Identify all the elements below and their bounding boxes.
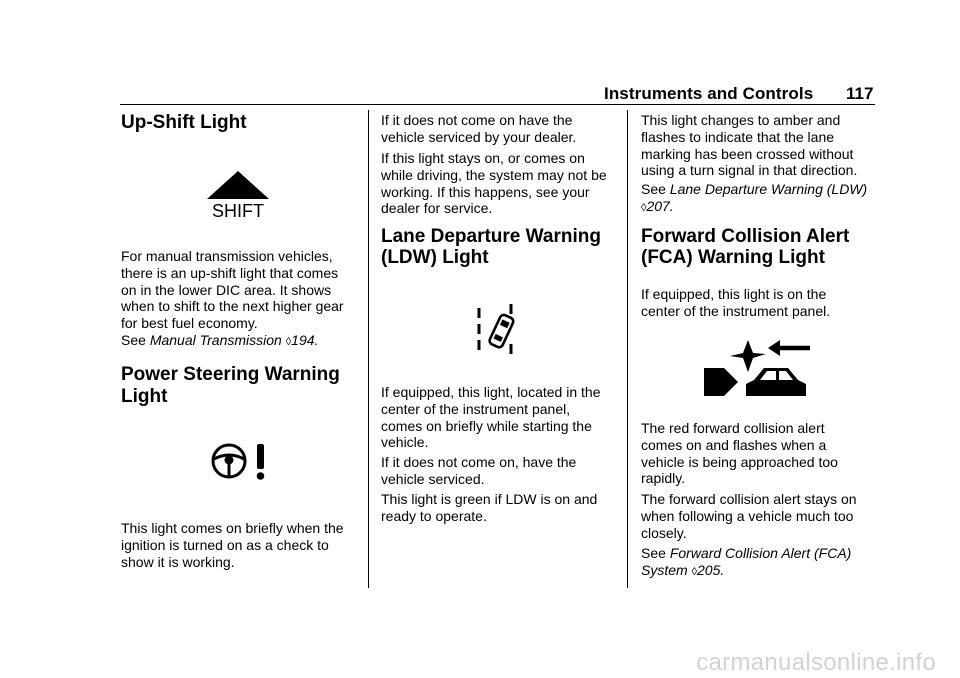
upshift-light-figure: [206, 170, 270, 222]
upshift-arrow-icon: [206, 170, 270, 200]
text-line: closely.: [641, 524, 687, 541]
fca-heading-line-2: (FCA) Warning Light: [641, 247, 825, 268]
text-line: working. If this happens, see your: [381, 183, 590, 200]
text-line: show it is working.: [121, 553, 235, 570]
text-line: vehicle serviced.: [381, 470, 485, 487]
text-line: center of the instrument panel.: [641, 302, 831, 319]
text-line: flashes to indicate that the lane: [641, 128, 835, 145]
text-line: comes on and flashes when a: [641, 436, 827, 453]
cross-reference-link[interactable]: Forward Collision Alert (FCA): [669, 545, 852, 561]
text-line: The red forward collision alert: [641, 420, 825, 436]
page-ref-icon: ◊: [691, 565, 698, 578]
column-divider-2: [627, 110, 628, 588]
page-ref-icon: ◊: [641, 201, 647, 214]
ldw-paragraph-2: [381, 454, 576, 488]
cross-reference-link-cont[interactable]: System: [641, 561, 688, 578]
text-line: vehicle.: [381, 434, 429, 451]
page-number: 117: [846, 84, 874, 103]
watermark-bar: [0, 648, 960, 678]
text-line: If it does not come on have the: [381, 112, 573, 128]
fca-paragraph-3: [641, 491, 857, 541]
cross-reference-page[interactable]: 205: [697, 561, 721, 578]
upshift-heading: Up-Shift Light: [121, 112, 247, 133]
ldw-see-ref: See Lane Departure Warning (LDW) ◊207.: [641, 181, 868, 214]
text-line: For manual transmission vehicles,: [121, 248, 333, 264]
text-line: ready to operate.: [381, 507, 487, 524]
text-line: dealer for service.: [381, 200, 493, 217]
text-line: ignition is turned on as a check to: [121, 536, 329, 553]
text-line: If this light stays on, or comes on: [381, 150, 585, 166]
ldw-paragraph-3: [381, 491, 597, 525]
text-line: vehicle is being approached too: [641, 453, 838, 470]
see-text: See: [121, 332, 146, 348]
header-rule: [120, 104, 875, 105]
power-steering-heading-line-1: Power Steering Warning: [121, 364, 340, 385]
text-line: when to shift to the next higher gear: [121, 298, 344, 315]
see-text: See: [641, 181, 666, 197]
text-line: The forward collision alert stays on: [641, 491, 857, 507]
power-steering-warning-icon: [208, 440, 270, 482]
text-line: when following a vehicle much too: [641, 507, 854, 524]
fca-see-ref: See Forward Collision Alert (FCA) System ◊205.: [641, 545, 852, 578]
power-steering-continued-2: [381, 150, 607, 217]
lane-departure-icon: [474, 302, 520, 356]
text-line: while driving, the system may not be: [381, 166, 607, 183]
fca-heading-line-1: Forward Collision Alert: [641, 226, 850, 247]
text-line: This light comes on briefly when the: [121, 520, 344, 536]
text-line: on in the lower DIC area. It shows: [121, 281, 332, 298]
power-steering-body: [121, 520, 344, 570]
text-line: This light is green if LDW is on and: [381, 491, 598, 507]
see-text: See: [641, 545, 666, 561]
cross-reference-page[interactable]: 207: [646, 197, 670, 214]
fca-paragraph-2: [641, 420, 838, 487]
text-line: using a turn signal in that direction.: [641, 162, 858, 179]
ldw-heading-line-1: Lane Departure Warning: [381, 226, 601, 247]
text-line: rapidly.: [641, 470, 686, 487]
fca-paragraph-1: [641, 286, 830, 320]
ldw-paragraph-1: [381, 384, 600, 451]
power-steering-heading-line-2: Light: [121, 386, 168, 407]
text-line: there is an up-shift light that comes: [121, 264, 339, 281]
watermark-text: carmanualsonline.info: [696, 649, 936, 676]
upshift-see-ref: See Manual Transmission ◊194.: [121, 332, 319, 348]
text-line: center of the instrument panel,: [381, 400, 571, 417]
shift-icon-label: SHIFT: [212, 201, 264, 221]
text-line: comes on briefly while starting the: [381, 417, 592, 434]
page-ref-icon: ◊: [285, 336, 292, 348]
text-line: This light changes to amber and: [641, 112, 841, 128]
ldw-heading-line-2: (LDW) Light: [381, 247, 489, 268]
ldw-continued: [641, 112, 857, 179]
section-title: Instruments and Controls: [604, 84, 814, 103]
text-line: marking has been crossed without: [641, 145, 854, 162]
text-line: vehicle serviced by your dealer.: [381, 128, 577, 145]
power-steering-continued-1: [381, 112, 576, 146]
text-line: If it does not come on, have the: [381, 454, 577, 470]
cross-reference-link[interactable]: Manual Transmission: [149, 332, 282, 348]
text-line: for best fuel economy.: [121, 315, 258, 332]
upshift-body: [121, 248, 344, 332]
cross-reference-link[interactable]: Lane Departure Warning (LDW): [669, 181, 868, 197]
forward-collision-icon: [702, 336, 812, 398]
column-divider-1: [368, 110, 369, 588]
text-line: If equipped, this light, located in the: [381, 384, 601, 400]
text-line: If equipped, this light is on the: [641, 286, 827, 302]
cross-reference-page[interactable]: 194: [291, 332, 315, 348]
